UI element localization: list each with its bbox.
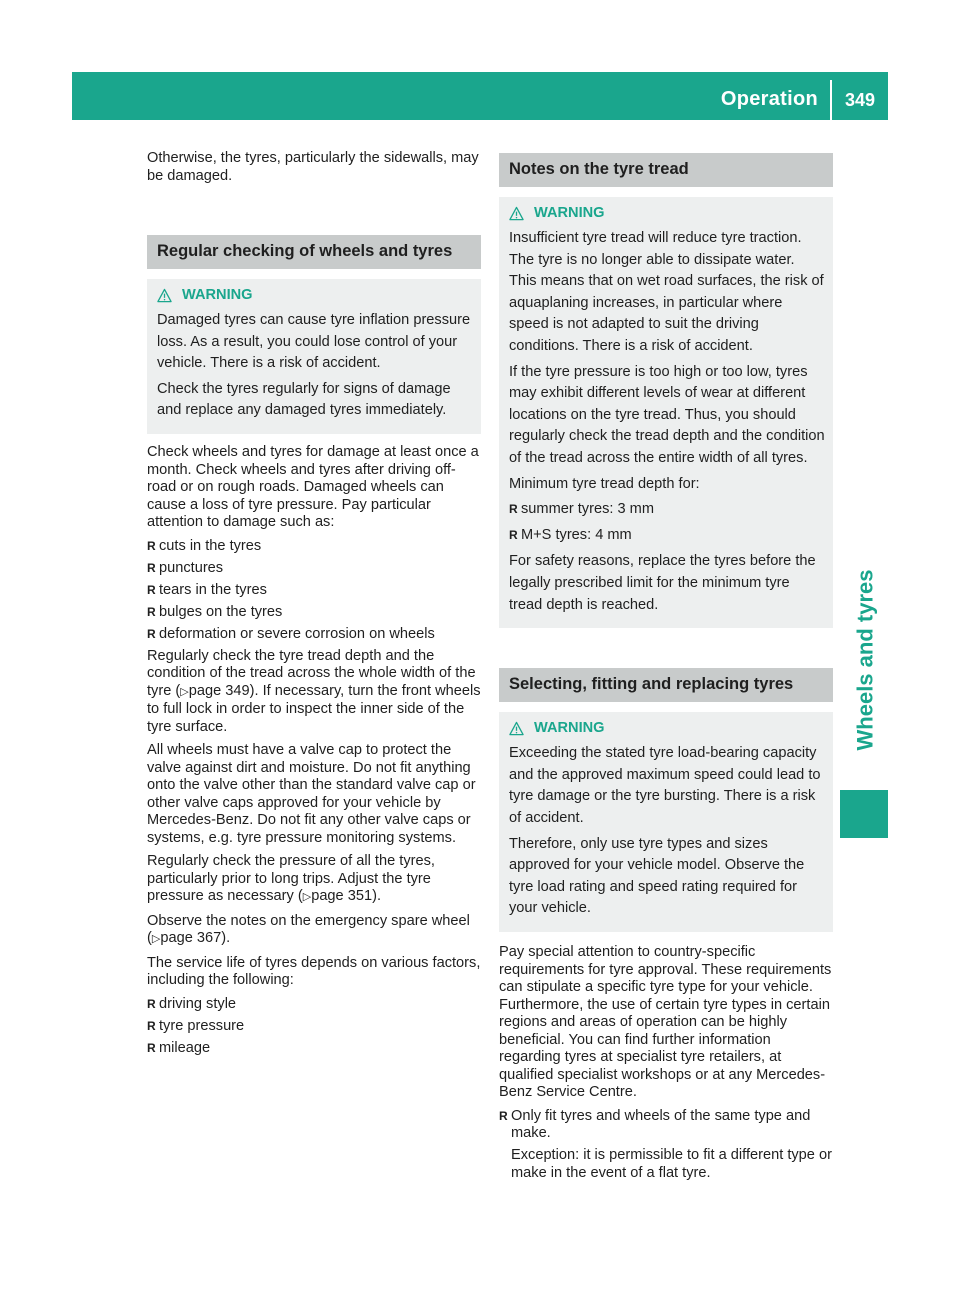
page-reference[interactable]: page 351 (311, 888, 373, 905)
list-item: R cuts in the tyres (147, 537, 262, 554)
bullet-glyph: R (509, 502, 518, 517)
list-item: R mileage (147, 1039, 211, 1056)
bullet-glyph: R (147, 1018, 156, 1033)
body-text: Check wheels and tyres for damage at least once a month. Check wheels and tyres after driving off-road or on rough roads. Damaged wheels can cause a loss of tyre pressure. Pay particular attention to damage such as: (147, 444, 479, 531)
damage-list (147, 538, 481, 644)
factors-list (147, 996, 481, 1058)
bullet-glyph: R (147, 604, 156, 619)
warning-text: Check the tyres regularly for signs of damage and replace any damaged tyres immediately. (157, 380, 451, 419)
body-text: Observe the notes on the emergency spare wheel (▷page 367). (147, 912, 470, 947)
bullet-glyph: R (147, 538, 156, 553)
warning-box (499, 712, 833, 932)
warning-triangle-icon (509, 721, 524, 736)
warning-text: Therefore, only use tyre types and sizes approved for your vehicle model. Observe the tyre load rating and speed rating required for your vehicle. (509, 835, 805, 917)
warning-triangle-icon (157, 288, 172, 303)
page-reference-arrow-icon: ▷ (302, 891, 312, 904)
list-item: R bulges on the tyres (147, 603, 283, 620)
bullet-glyph: R (147, 582, 156, 597)
warning-box (499, 197, 833, 629)
body-text: Regularly check the tyre tread depth and the condition of the tread across the whole width of the tyre (▷page 349). If necessary, turn the front wheels to full lock in order to inspect the inner side of the tyre surface. (147, 647, 481, 735)
left-column (147, 150, 481, 1062)
section-title-regular-checking: Regular checking of wheels and tyres (147, 235, 481, 269)
bullet-glyph: R (509, 528, 518, 543)
warning-text: Minimum tyre tread depth for: (509, 475, 700, 492)
list-item: R M+S tyres: 4 mm (509, 525, 825, 547)
side-tab-label: Wheels and tyres (852, 569, 878, 751)
list-item: R deformation or severe corrosion on wheels (147, 625, 435, 642)
intro-text: Otherwise, the tyres, particularly the sidewalls, may be damaged. (147, 150, 479, 184)
page-reference[interactable]: page 367 (160, 930, 222, 947)
warning-heading (509, 718, 825, 740)
warning-label: WARNING (534, 204, 605, 221)
body-text: Pay special attention to country-specific requirements for tyre approval. These requirements can stipulate a specific tyre type for your vehicle. Furthermore, the use of certain tyre types in certain regions and areas of operation can be highly beneficial. You can find further information regarding tyres at specialist tyre retailers, at qualified specialist workshops or at any Mercedes-Benz Service Centre. (499, 944, 832, 1101)
section-title-selecting-tyres: Selecting, fitting and replacing tyres (499, 668, 833, 702)
list-item: R summer tyres: 3 mm (509, 499, 825, 521)
page-number: 349 (844, 90, 876, 110)
list-item: R tears in the tyres (147, 581, 267, 598)
warning-text: Insufficient tyre tread will reduce tyre traction. The tyre is no longer able to dissipate water. This means that on wet road surfaces, the risk of aquaplaning increases, in particular where speed is not adapted to suit the driving conditions. There is a risk of accident. (509, 230, 824, 355)
warning-box (147, 279, 481, 435)
list-item: R tyre pressure (147, 1017, 245, 1034)
bullet-glyph: R (147, 1040, 156, 1055)
warning-text: If the tyre pressure is too high or too low, tyres may exhibit different levels of wear at different locations on the tyre tread. Thus, you should regularly check the tread depth and the condition of the tread across the entire width of all tyres. (509, 363, 825, 467)
list-item: R driving style (147, 995, 237, 1012)
warning-text: Exceeding the stated tyre load-bearing capacity and the approved maximum speed could lead to tyre damage or the tyre bursting. There is a risk of accident. (509, 745, 821, 827)
page-header (72, 72, 888, 120)
list-item: R punctures (147, 559, 224, 576)
right-column (499, 153, 833, 1188)
section-title-tyre-tread: Notes on the tyre tread (499, 153, 833, 187)
bullet-glyph: R (147, 560, 156, 575)
side-tab (840, 560, 890, 760)
warning-heading (157, 285, 473, 307)
side-tab-marker (840, 790, 888, 838)
list-item: R Only fit tyres and wheels of the same type and make. (499, 1107, 811, 1142)
warning-text: Damaged tyres can cause tyre inflation pressure loss. As a result, you could lose control of your vehicle. There is a risk of accident. (157, 312, 471, 372)
warning-label: WARNING (182, 286, 253, 303)
page-reference-arrow-icon: ▷ (180, 685, 189, 698)
warning-text: For safety reasons, replace the tyres before the legally prescribed limit for the minimum tyre tread depth is reached. (509, 553, 816, 613)
body-text: All wheels must have a valve cap to protect the valve against dirt and moisture. Do not fit anything onto the valve other than the standard valve cap or other valve caps approved for your vehicle by Mercedes-Benz. Do not fit any other valve caps or systems, e.g. tyre pressure monitoring systems. (147, 742, 476, 846)
warning-label: WARNING (534, 719, 605, 736)
page-reference[interactable]: page 349 (188, 682, 250, 699)
bullet-glyph: R (147, 626, 156, 641)
body-text: Exception: it is permissible to fit a different type or make in the event of a flat tyre. (511, 1147, 832, 1181)
bullet-glyph: R (499, 1108, 508, 1123)
body-text: The service life of tyres depends on various factors, including the following: (147, 954, 481, 989)
warning-triangle-icon (509, 206, 524, 221)
page-reference-arrow-icon: ▷ (151, 933, 161, 946)
body-text: Regularly check the pressure of all the tyres, particularly prior to long trips. Adjust the tyre pressure as necessary (▷page 351). (147, 853, 435, 905)
chapter-title: Operation (720, 88, 818, 110)
warning-heading (509, 203, 825, 225)
bullet-glyph: R (147, 996, 156, 1011)
